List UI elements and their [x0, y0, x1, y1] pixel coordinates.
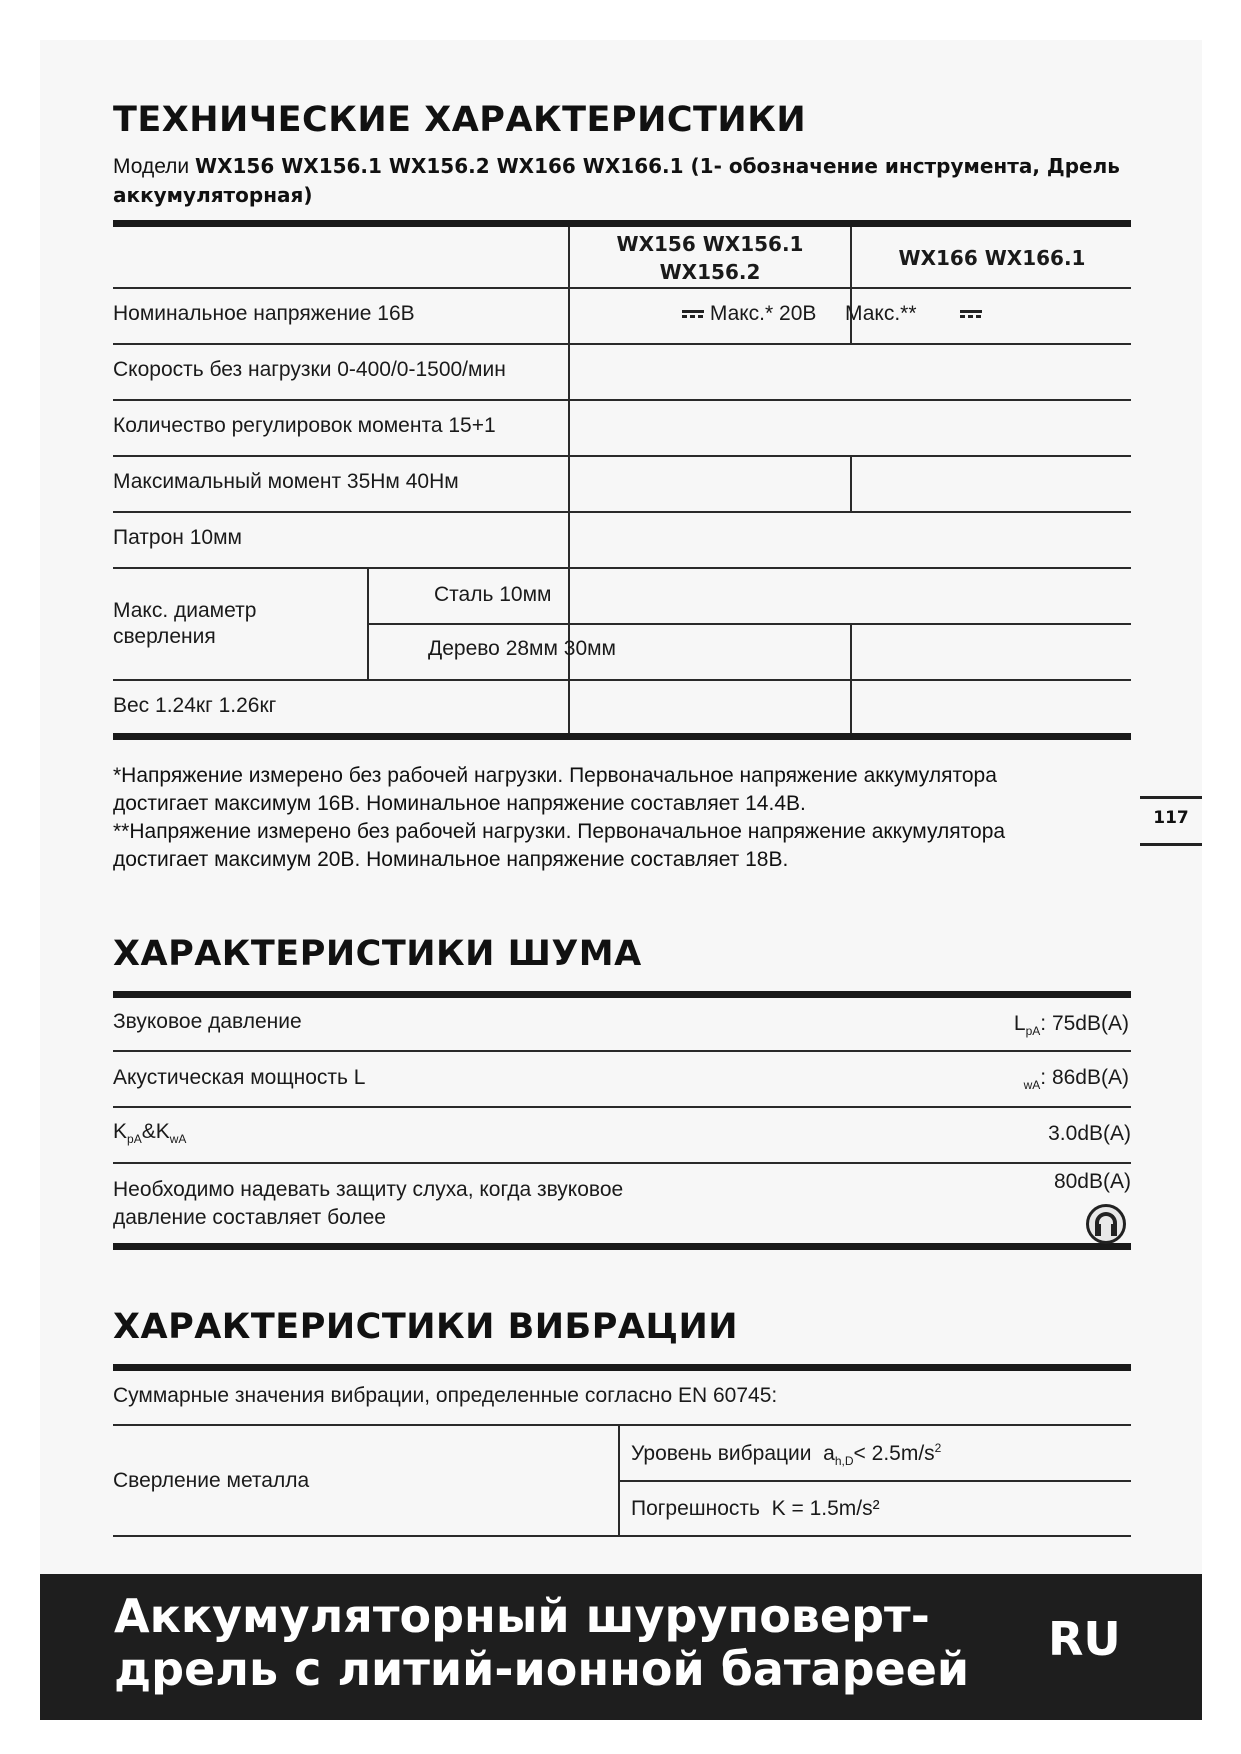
row-divider — [113, 343, 1131, 345]
product-title — [114, 1590, 969, 1696]
col1-header-line1: WX156 WX156.1 — [616, 232, 804, 256]
vibration-title: ХАРАКТЕРИСТИКИ ВИБРАЦИИ — [113, 1307, 739, 1347]
note-line: **Напряжение измерено без рабочей нагрузки. Первоначальное напряжение аккумулятора — [113, 820, 1006, 843]
ah-sup: 2 — [934, 1441, 942, 1455]
voltage-label: Номинальное напряжение 16В — [113, 302, 415, 325]
lwa-value: : 86dB(A) — [1040, 1066, 1129, 1089]
hearing-protection-icon — [1086, 1204, 1126, 1244]
steel-label: Сталь 10мм — [434, 583, 552, 606]
models-line — [113, 152, 1133, 210]
language-code: RU — [1048, 1612, 1121, 1666]
note-line: *Напряжение измерено без рабочей нагрузки. Первоначальное напряжение аккумулятора — [113, 764, 997, 787]
specs-title: ТЕХНИЧЕСКИЕ ХАРАКТЕРИСТИКИ — [113, 100, 807, 140]
uncertainty-k-label — [113, 1120, 186, 1146]
wood-label: Дерево 28мм 30мм — [428, 637, 616, 660]
noise-bottom-rule — [113, 1243, 1131, 1250]
k-symbol: K — [113, 1120, 128, 1143]
col-divider — [618, 1424, 620, 1537]
uncertainty-k-value: 3.0dB(A) — [1048, 1122, 1131, 1145]
kpa-sub: pA — [127, 1132, 142, 1146]
row-divider — [620, 1480, 1131, 1482]
row-divider — [113, 679, 1131, 681]
vibration-intro: Суммарные значения вибрации, определенные согласно EN 60745: — [113, 1384, 778, 1407]
chuck-label: Патрон 10мм — [113, 526, 242, 549]
vibration-level-label: Уровень вибрации — [631, 1442, 812, 1465]
hearing-protection-text — [113, 1176, 623, 1232]
speed-label: Скорость без нагрузки 0-400/0-1500/мин — [113, 358, 506, 381]
col-divider — [850, 455, 852, 511]
weight-label: Вес 1.24кг 1.26кг — [113, 694, 277, 717]
dc-current-icon — [960, 302, 982, 326]
note-line: достигает максимум 20В. Номинальное напряжение составляет 18В. — [113, 848, 789, 871]
product-title-line1: Аккумуляторный шуруповерт- — [114, 1589, 930, 1643]
row-divider — [113, 1535, 1131, 1537]
sound-power-label: Акустическая мощность L — [113, 1066, 366, 1089]
row-divider — [368, 623, 1131, 625]
row-divider — [113, 455, 1131, 457]
table-bottom-rule — [113, 733, 1131, 740]
row-divider — [113, 567, 1131, 569]
protection-line1: Необходимо надевать защиту слуха, когда звуковое — [113, 1178, 624, 1201]
drill-diameter-line2: сверления — [113, 625, 216, 648]
lpa-value: : 75dB(A) — [1040, 1012, 1129, 1035]
product-title-line2: дрель с литий-ионной батареей — [114, 1642, 970, 1696]
col1-header — [570, 230, 850, 286]
col-divider — [850, 623, 852, 733]
torque-settings-label: Количество регулировок момента 15+1 — [113, 414, 496, 437]
k-amp: &K — [141, 1120, 170, 1143]
lpa-symbol: L — [1013, 1012, 1026, 1035]
page-number — [1140, 796, 1202, 846]
lwa-sub: wA — [1023, 1078, 1041, 1092]
footer-banner — [40, 1574, 1202, 1720]
voltage-col1-value: Макс.* 20В — [709, 302, 817, 325]
vibration-uncertainty-value: K = 1.5m/s² — [771, 1497, 880, 1520]
vibration-uncertainty-label: Погрешность — [631, 1497, 760, 1520]
lpa-sub: pA — [1025, 1024, 1041, 1038]
voltage-col1 — [682, 302, 816, 326]
ah-symbol: a — [823, 1442, 835, 1465]
vibration-level-value: < 2.5m/s — [853, 1442, 935, 1465]
row-divider — [113, 287, 1131, 289]
sound-power-value — [1024, 1066, 1129, 1092]
row-divider — [113, 1162, 1131, 1164]
sound-pressure-value — [1014, 1012, 1129, 1038]
row-divider — [113, 511, 1131, 513]
noise-title: ХАРАКТЕРИСТИКИ ШУМА — [113, 934, 642, 974]
drill-diameter-label — [113, 598, 256, 650]
row-divider — [113, 1106, 1131, 1108]
row-divider — [113, 1050, 1131, 1052]
drilling-metal-label: Сверление металла — [113, 1469, 310, 1492]
row-divider — [113, 1424, 1131, 1426]
kwa-sub: wA — [169, 1132, 187, 1146]
vibration-uncertainty — [631, 1497, 880, 1521]
max-torque-label: Максимальный момент 35Нм 40Нм — [113, 470, 459, 493]
col-divider — [367, 567, 369, 679]
voltage-notes — [113, 762, 1113, 874]
col1-header-line2: WX156.2 — [659, 260, 761, 284]
protection-line2: давление составляет более — [113, 1206, 386, 1229]
note-line: достигает максимум 16В. Номинальное напряжение составляет 14.4В. — [113, 792, 806, 815]
hearing-protection-value: 80dB(A) — [1053, 1170, 1131, 1193]
page-background — [40, 40, 1202, 1714]
page-number-text: 117 — [1153, 808, 1189, 828]
sound-pressure-label: Звуковое давление — [113, 1010, 302, 1033]
dc-current-icon — [682, 309, 704, 319]
col2-header: WX166 WX166.1 — [898, 246, 1086, 270]
models-text: WX156 WX156.1 WX156.2 WX166 WX166.1 (1- обозначение инструмента, Дрель аккумуляторная) — [113, 154, 1120, 207]
vibration-level — [631, 1441, 941, 1468]
row-divider — [113, 399, 1131, 401]
noise-top-rule — [113, 991, 1131, 998]
voltage-col2: Макс.** — [845, 302, 917, 325]
drill-diameter-line1: Макс. диаметр — [113, 599, 257, 622]
vibration-top-rule — [113, 1364, 1131, 1371]
table-top-rule — [113, 220, 1131, 227]
ah-sub: h,D — [834, 1454, 854, 1468]
models-label: Модели — [113, 155, 190, 178]
